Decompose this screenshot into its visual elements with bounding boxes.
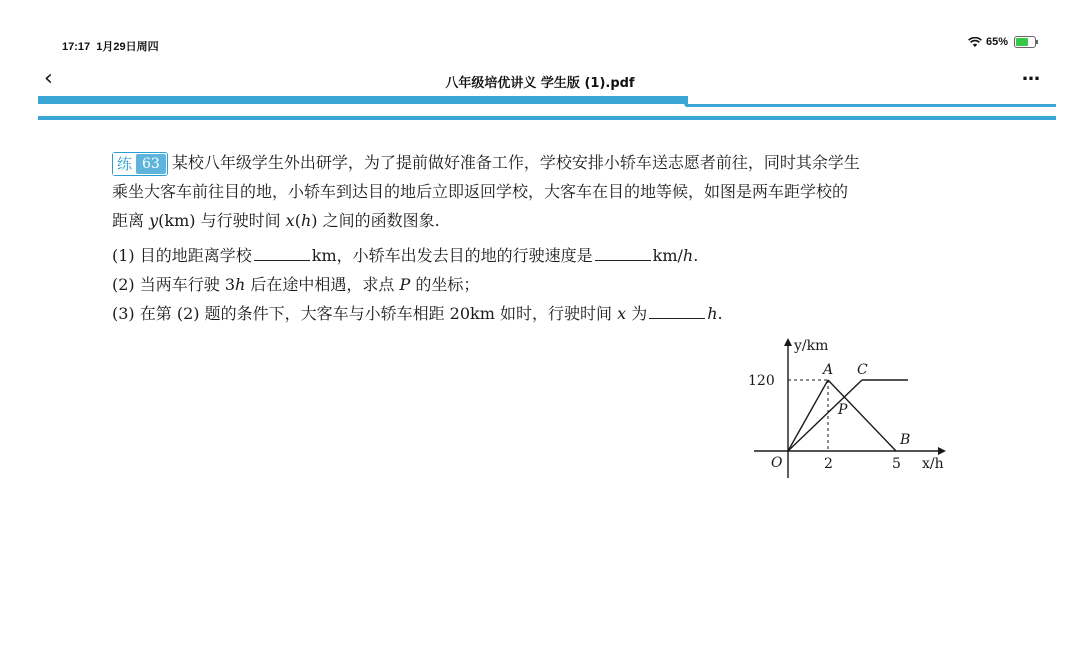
answer-blank [254, 246, 310, 261]
y-tick-120: 120 [748, 373, 775, 389]
x-axis-label: x/h [922, 456, 944, 472]
answer-blank [649, 304, 705, 319]
status-time: 17:17 1月29日周四 [62, 41, 159, 53]
function-graph [740, 330, 960, 490]
point-c-label: C [857, 362, 868, 378]
question-2: (2) 当两车行驶 3h 后在途中相遇，求点 P 的坐标； [112, 275, 480, 294]
chevron-left-icon[interactable]: ‹ [44, 66, 53, 91]
x-tick-5: 5 [892, 456, 901, 472]
point-a-label: A [823, 362, 834, 378]
header-band-graphic [38, 96, 1056, 126]
bus-line [788, 380, 862, 451]
point-p-label: P [838, 402, 848, 418]
x-axis-arrow [938, 447, 946, 455]
problem-tag: 练 63 [112, 152, 168, 176]
x-tick-2: 2 [824, 456, 833, 472]
wifi-icon [968, 37, 982, 48]
nav-bar [0, 60, 1080, 100]
problem-line-3: 距离 y(km) 与行驶时间 x(h) 之间的函数图象. [112, 211, 440, 230]
question-1: (1) 目的地距离学校 km，小轿车出发去目的地的行驶速度是 km/h. [112, 246, 699, 265]
point-b-label: B [900, 432, 911, 448]
status-bar [0, 0, 1080, 58]
answer-blank [595, 246, 651, 261]
battery-icon [1014, 36, 1036, 48]
question-3: (3) 在第 (2) 题的条件下，大客车与小轿车相距 20km 如时，行驶时间 x 为 h. [112, 304, 723, 323]
status-right [968, 36, 1036, 48]
document-title: 八年级培优讲义 学生版 (1).pdf [445, 76, 635, 91]
pdf-header-band [38, 96, 1056, 126]
problem-number: 63 [136, 154, 166, 174]
problem-line-1: 练 63 某校八年级学生外出研学，为了提前做好准备工作，学校安排小轿车送志愿者前往，同时其余学生 [112, 148, 952, 177]
y-axis-label: y/km [794, 338, 829, 354]
battery-percent: 65% [985, 36, 1008, 48]
problem-content [112, 148, 952, 328]
origin-label: O [771, 455, 783, 471]
problem-line-2: 乘坐大客车前往目的地，小轿车到达目的地后立即返回学校，大客车在目的地等候，如图是两车距学校的 [112, 182, 849, 201]
car-out-line [788, 380, 828, 451]
y-axis-arrow [784, 338, 792, 346]
ellipsis-icon[interactable]: … [1022, 64, 1040, 85]
